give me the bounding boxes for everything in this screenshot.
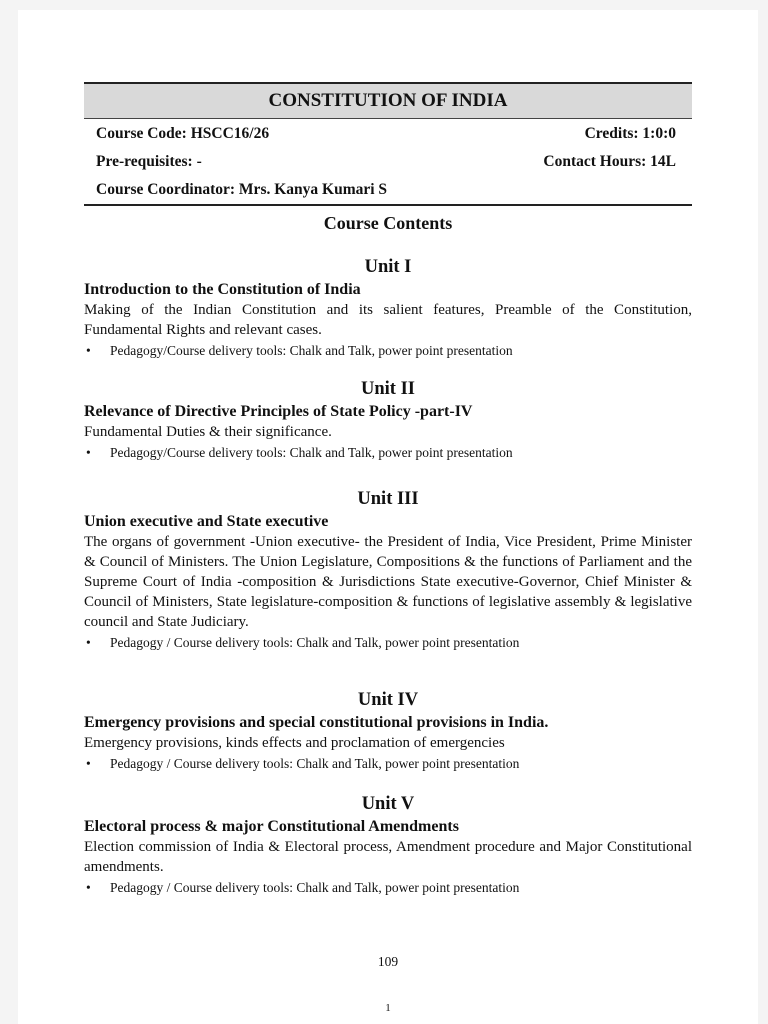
bullet-icon: •: [86, 343, 91, 358]
unit-description: Fundamental Duties & their significance.: [84, 424, 332, 440]
unit-title: Unit V: [361, 794, 415, 814]
unit-title: Unit I: [364, 257, 412, 277]
pedagogy-bullet: [84, 634, 692, 652]
course-coordinator: Course Coordinator: Mrs. Kanya Kumari S: [96, 181, 388, 198]
coordinator-row: [84, 176, 692, 204]
prerequisites: Pre-requisites: -: [96, 153, 202, 170]
bullet-icon: •: [86, 445, 91, 460]
unit-2: [84, 378, 692, 462]
pedagogy-bullet: [84, 342, 692, 360]
contact-hours: Contact Hours: 14L: [543, 153, 676, 170]
bullet-icon: •: [86, 756, 91, 771]
unit-title: Unit II: [361, 379, 415, 399]
pedagogy-text: Pedagogy / Course delivery tools: Chalk and Talk, power point presentation: [110, 635, 520, 650]
pedagogy-text: Pedagogy/Course delivery tools: Chalk and Talk, power point presentation: [110, 445, 513, 460]
unit-4: [84, 689, 692, 773]
course-title: CONSTITUTION OF INDIA: [84, 84, 692, 119]
unit-description: Emergency provisions, kinds effects and proclamation of emergencies: [84, 735, 505, 751]
pedagogy-text: Pedagogy / Course delivery tools: Chalk and Talk, power point presentation: [110, 756, 520, 771]
credits: Credits: 1:0:0: [584, 125, 676, 142]
page-number: 109: [377, 954, 399, 969]
pedagogy-bullet: [84, 755, 692, 773]
unit-title: Unit III: [357, 489, 419, 509]
unit-topic: Union executive and State executive: [84, 513, 329, 530]
course-code-row: [84, 120, 692, 148]
unit-description: Election commission of India & Electoral process, Amendment procedure and Major Constitutional amendments.: [84, 839, 692, 875]
pedagogy-text: Pedagogy / Course delivery tools: Chalk and Talk, power point presentation: [110, 880, 520, 895]
prerequisites-row: [84, 148, 692, 176]
unit-topic: Emergency provisions and special constitutional provisions in India.: [84, 714, 549, 731]
course-contents-heading: Course Contents: [323, 213, 453, 233]
unit-topic: Relevance of Directive Principles of State Policy -part-IV: [84, 403, 473, 420]
unit-topic: Introduction to the Constitution of India: [84, 281, 361, 298]
pedagogy-bullet: [84, 444, 692, 462]
course-header-box: [84, 82, 692, 206]
pedagogy-bullet: [84, 879, 692, 897]
unit-topic: Electoral process & major Constitutional Amendments: [84, 818, 459, 835]
bullet-icon: •: [86, 880, 91, 895]
pedagogy-text: Pedagogy/Course delivery tools: Chalk and Talk, power point presentation: [110, 343, 513, 358]
bullet-icon: •: [86, 635, 91, 650]
unit-description: Making of the Indian Constitution and its salient features, Preamble of the Constitution, Fundamental Rights and relevant cases.: [84, 302, 692, 338]
unit-title: Unit IV: [357, 690, 419, 710]
unit-5: [84, 793, 692, 897]
document-page: [18, 10, 758, 1024]
footer-mark: 1: [385, 1002, 391, 1014]
course-code: Course Code: HSCC16/26: [96, 125, 270, 142]
unit-description: The organs of government -Union executive- the President of India, Vice President, Prime Minister & Council of Ministers. The Union Legislature, Compositions & the functions of Parliament and the Supreme Court of India -composition & Jurisdictions State executive-Governor, Chief Minister & Council of Ministers, State legislature-composition & functions of legislative assembly & legislative council and State Judiciary.: [84, 534, 692, 630]
unit-1: [84, 256, 692, 360]
unit-3: [84, 488, 692, 652]
